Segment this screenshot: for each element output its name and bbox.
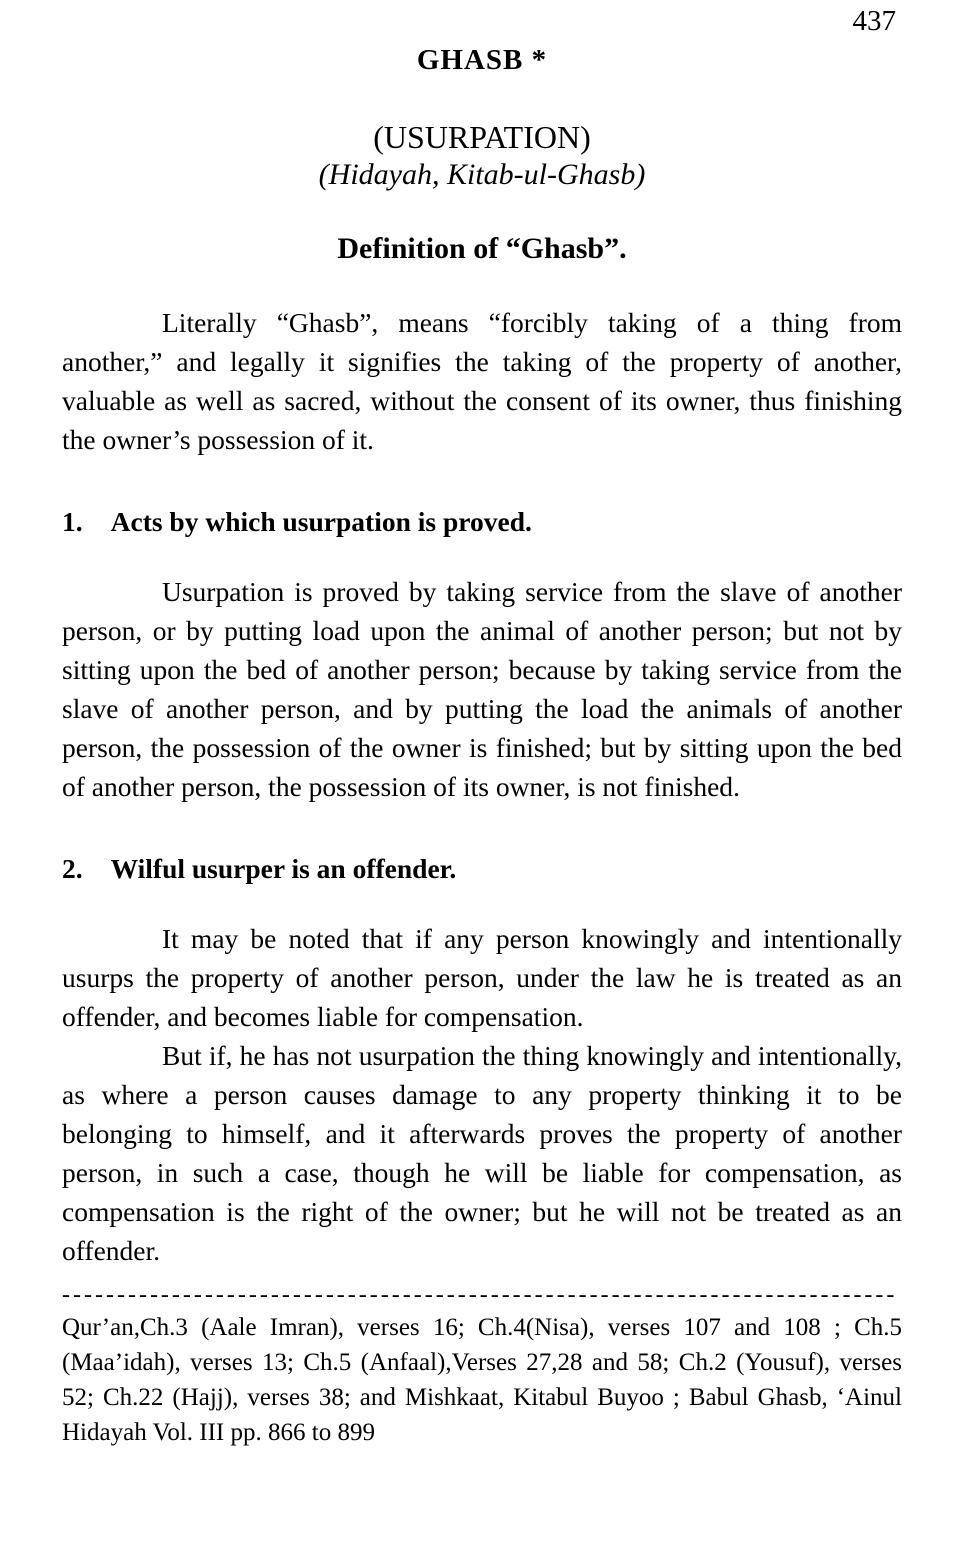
section-2-paragraph-1: It may be noted that if any person knowingly and intentionally usurps the property of another person, under the law he is treated as an offender, and becomes liable for compensation.	[62, 922, 902, 1032]
section-2-heading	[62, 852, 902, 885]
definition-heading: Definition of “Ghasb”.	[337, 232, 627, 266]
footnote-divider: ----------------------------------------------------------------------------	[62, 1281, 898, 1308]
page-title: GHASB *	[416, 43, 548, 76]
subtitle-usurpation: (USURPATION)	[373, 118, 591, 155]
section-1-heading-text: Acts by which usurpation is proved.	[110, 505, 532, 537]
intro-paragraph: Literally “Ghasb”, means “forcibly taking of a thing from another,” and legally it signifies the taking of the property of another, valuable as well as sacred, without the consent of its owner, thus finishing the owner’s possession of it.	[62, 306, 902, 455]
section-1-heading	[62, 505, 902, 538]
source-citation: (Hidayah, Kitab-ul-Ghasb)	[318, 157, 646, 191]
section-2-paragraph-2: But if, he has not usurpation the thing knowingly and intentionally, as where a person causes damage to any property thinking it to be belonging to himself, and it afterwards proves the property of another person, in such a case, though he will be liable for compensation, as compensation is the right of the owner; but he will not be treated as an offender.	[62, 1039, 902, 1266]
section-2-number: 2.	[62, 852, 83, 884]
section-2-heading-text: Wilful usurper is an offender.	[110, 852, 457, 884]
footnote-references: Qur’an,Ch.3 (Aale Imran), verses 16; Ch.4(Nisa), verses 107 and 108 ; Ch.5 (Maa’idah), verses 13; Ch.5 (Anfaal),Verses 27,28 and 58; Ch.2 (Yousuf), verses 52; Ch.22 (Hajj), verses 38; and Mishkaat, Kitabul Buyoo ; Babul Ghasb, ‘Ainul Hidayah Vol. III pp. 866 to 899	[62, 1313, 902, 1446]
section-1-paragraph: Usurpation is proved by taking service from the slave of another person, or by putting load upon the animal of another person; but not by sitting upon the bed of another person; because by taking service from the slave of another person, and by putting the load the animals of another person, the possession of the owner is finished; but by sitting upon the bed of another person, the possession of its owner, is not finished.	[62, 575, 902, 802]
section-1-number: 1.	[62, 505, 83, 537]
page-number: 437	[852, 5, 896, 37]
